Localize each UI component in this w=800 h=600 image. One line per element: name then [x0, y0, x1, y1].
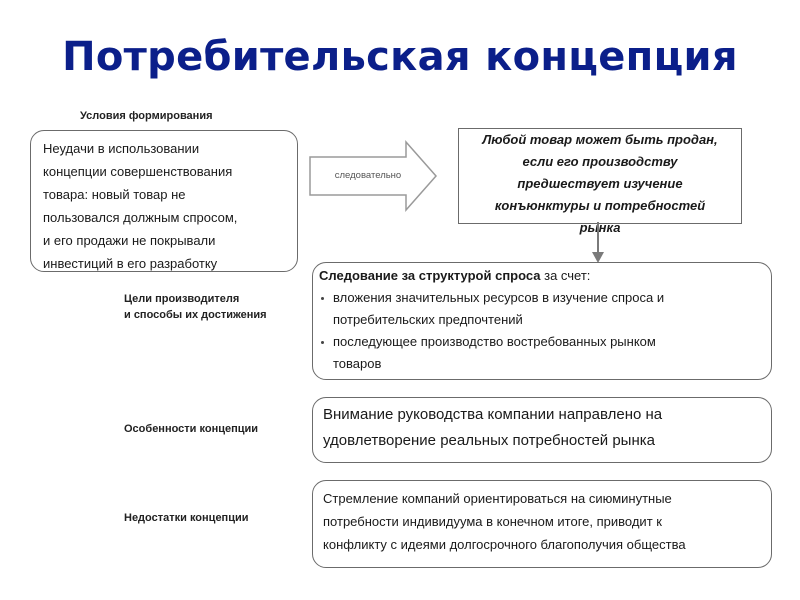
goals-item-line: товаров — [333, 356, 382, 371]
arrow-label: следовательно — [334, 170, 402, 181]
goals-list-item — [319, 287, 763, 331]
conclusion-line — [465, 173, 735, 195]
conditions-line: концепции совершенствования — [43, 164, 233, 179]
goals-box — [312, 262, 772, 380]
label-drawbacks: Недостатки концепции — [124, 512, 249, 524]
features-box — [312, 397, 772, 463]
goals-heading-bold: Следование за структурой спроса — [319, 268, 541, 283]
goals-heading-rest: за счет: — [540, 268, 591, 283]
conclusion-line: если его производству — [522, 154, 678, 169]
conditions-line: товара: новый товар не — [43, 187, 186, 202]
conditions-line: и его продажи не покрывали — [43, 233, 216, 248]
features-line: удовлетворение реальных потребностей рынка — [323, 432, 655, 449]
drawbacks-box — [312, 480, 772, 568]
conclusion-plain-text: предшествует — [517, 176, 624, 191]
goals-heading — [319, 265, 763, 287]
down-arrow-icon — [590, 222, 606, 264]
conditions-line: Неудачи в использовании — [43, 141, 200, 156]
conclusion-line: Любой товар может быть продан, — [482, 132, 718, 147]
conditions-box — [30, 130, 298, 272]
drawbacks-line: потребности индивидуума в конечном итоге, приводит к — [323, 514, 662, 529]
features-line: Внимание руководства компании направлено на — [323, 406, 663, 423]
conditions-line: инвестиций в его разработку — [43, 256, 218, 271]
conclusion-box — [458, 128, 742, 235]
conclusion-line: конъюнктуры и потребностей — [494, 198, 706, 213]
conclusion-emphasis: изучение — [623, 176, 683, 191]
label-goals-line1: Цели производителя — [124, 293, 240, 305]
label-goals — [124, 291, 267, 323]
label-conditions: Условия формирования — [80, 110, 213, 122]
conditions-line: пользовался должным спросом, — [43, 210, 238, 225]
conclusion-line: рынка — [579, 220, 621, 235]
goals-item-line: последующее производство востребованных рынком — [333, 334, 656, 349]
drawbacks-line: Стремление компаний ориентироваться на сиюминутные — [323, 491, 672, 506]
goals-item-line: вложения значительных ресурсов в изучение спроса и — [333, 290, 665, 305]
goals-list-item — [319, 331, 763, 375]
label-goals-line2: и способы их достижения — [124, 309, 267, 321]
slide-title: Потребительская концепция — [62, 34, 738, 80]
drawbacks-line: конфликту с идеями долгосрочного благополучия общества — [323, 537, 686, 552]
goals-item-line: потребительских предпочтений — [333, 312, 523, 327]
label-features: Особенности концепции — [124, 423, 259, 435]
